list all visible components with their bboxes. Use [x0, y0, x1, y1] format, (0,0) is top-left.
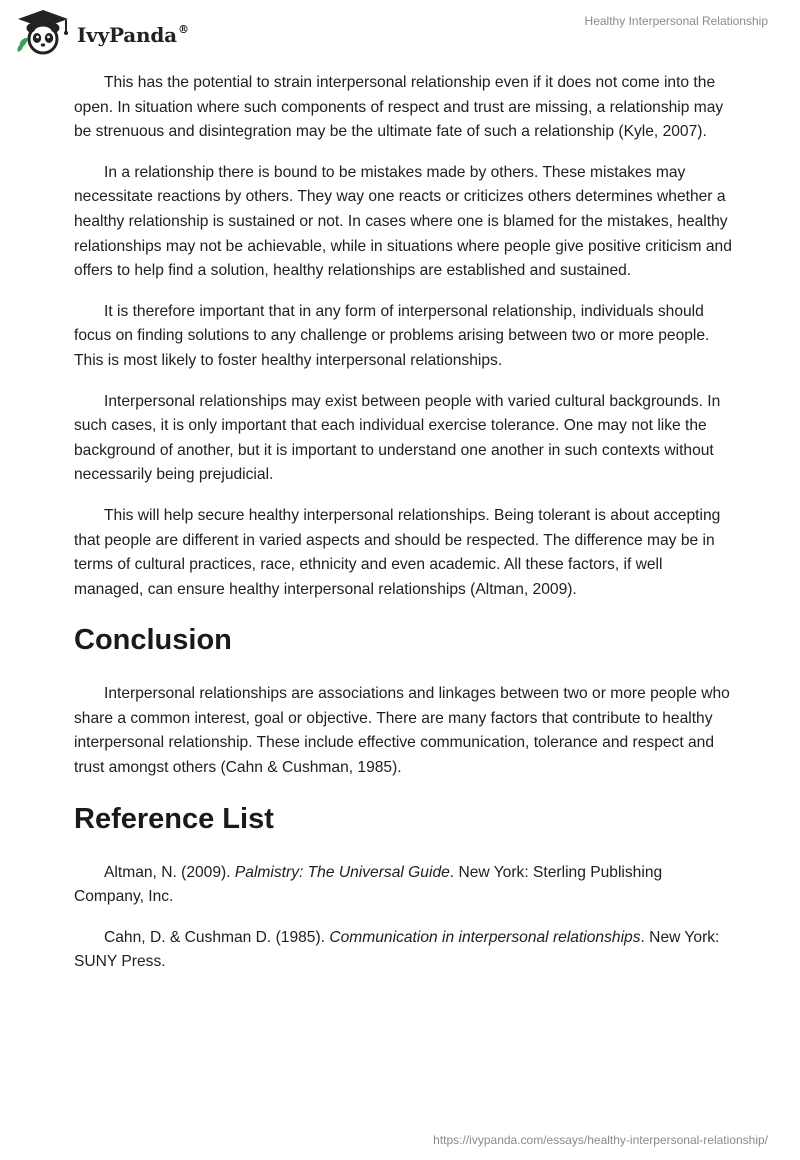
- body-paragraph-4: Interpersonal relationships may exist between people with varied cultural backgrounds. In such cases, it is only important that each individual exercise tolerance. One may not like the background of another, but it is important to understand one another in such contexts without necessarily being prejudicial.: [74, 392, 721, 484]
- reference-item: Altman, N. (2009). Palmistry: The Universal Guide. New York: Sterling Publishing Company, Inc.: [74, 863, 663, 906]
- reference-title: Communication in interpersonal relationships: [329, 928, 641, 946]
- source-url[interactable]: https://ivypanda.com/essays/healthy-interpersonal-relationship/: [433, 1133, 768, 1147]
- conclusion-paragraph: Interpersonal relationships are associations and linkages between two or more people who share a common interest, goal or objective. There are many factors that contribute to healthy interpersonal relationship. These include effective communication, tolerance and respect and trust amongst others (Cahn & Cushman, 1985).: [74, 685, 730, 777]
- reference-list-heading: Reference List: [74, 802, 274, 835]
- conclusion-heading: Conclusion: [74, 624, 232, 657]
- running-title: Healthy Interpersonal Relationship: [584, 14, 768, 28]
- reference-item: Cahn, D. & Cushman D. (1985). Communication in interpersonal relationships. New York: SUNY Press.: [74, 928, 720, 971]
- reference-title: Palmistry: The Universal Guide: [234, 863, 450, 881]
- body-paragraph-3: It is therefore important that in any form of interpersonal relationship, individuals should focus on finding solutions to any challenge or problems arising between two or more people. This is most likely to foster healthy interpersonal relationships.: [74, 302, 710, 369]
- body-paragraph-1: This has the potential to strain interpersonal relationship even if it does not come into the open. In situation where such components of respect and trust are missing, a relationship may be strenuous and disintegration may be the ultimate fate of such a relationship (Kyle, 2007).: [74, 74, 724, 141]
- body-paragraph-2: In a relationship there is bound to be mistakes made by others. These mistakes may necessitate reactions by others. They way one reacts or criticizes others determines whether a healthy relationship is sustained or not. In cases where one is blamed for the mistakes, healthy relationships may not be achievable, while in situations where people give positive criticism and offers to help find a solution, healthy relationships are established and sustained.: [74, 163, 732, 280]
- panda-graduation-icon: [14, 8, 72, 56]
- essay-content: [74, 71, 734, 991]
- registered-mark: ®: [177, 23, 189, 36]
- brand-name: IvyPanda®: [77, 23, 189, 47]
- page-header: [0, 0, 800, 60]
- body-paragraph-5: This will help secure healthy interpersonal relationships. Being tolerant is about accepting that people are different in varied aspects and should be respected. The difference may be in terms of cultural practices, race, ethnicity and even academic. All these factors, if well managed, can ensure healthy interpersonal relationships (Altman, 2009).: [74, 506, 721, 598]
- ivypanda-logo[interactable]: [14, 8, 189, 56]
